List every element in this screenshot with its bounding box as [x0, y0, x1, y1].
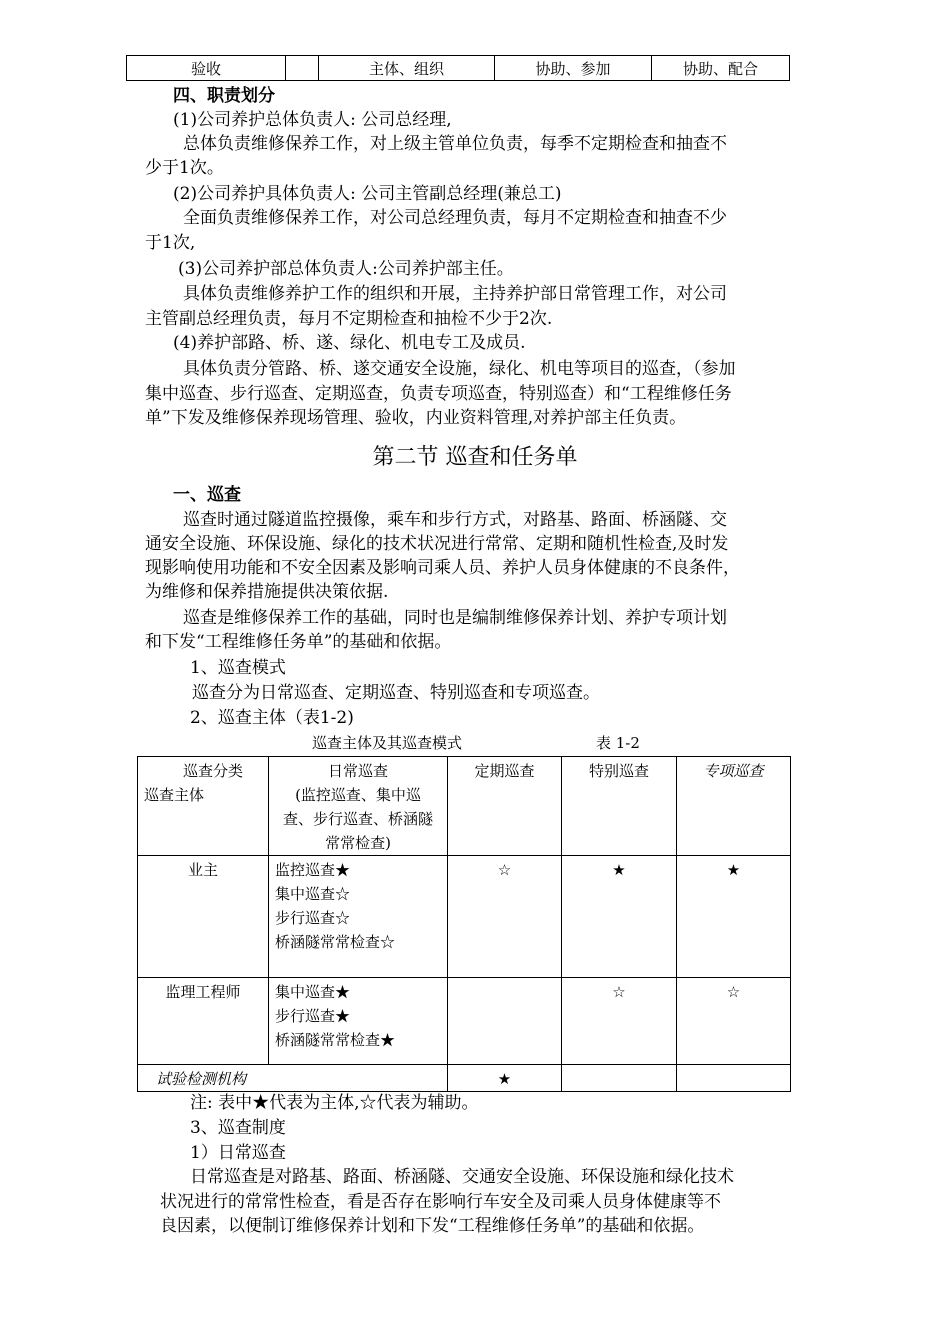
section-heading: 四、职责划分 [173, 86, 275, 106]
special-cell: ★ [562, 856, 677, 978]
table-row [138, 1065, 791, 1092]
header-daily-line: 日常巡查 [327, 762, 388, 780]
paragraph-line: 巡查分为日常巡查、定期巡查、特别巡查和专项巡查。 [192, 683, 600, 703]
paragraph-line: 1）日常巡查 [190, 1143, 286, 1163]
daily-item: 步行巡查☆ [275, 909, 351, 927]
table-number: 表 1-2 [596, 734, 640, 752]
subject-cell: 监理工程师 [138, 978, 269, 1065]
table-row [127, 56, 790, 81]
section-heading: 一、巡查 [173, 485, 241, 505]
paragraph-line: 2、巡查主体（表1-2) [190, 708, 354, 728]
daily-item: 桥涵隧常常检查★ [275, 1031, 396, 1049]
table-cell: 验收 [127, 56, 286, 81]
table-cell: 协助、参加 [495, 56, 652, 81]
header-daily-line: (监控巡查、集中巡 [295, 786, 421, 804]
periodic-cell: ★ [448, 1065, 562, 1092]
paragraph-line: 集中巡查、步行巡查、定期巡查，负责专项巡查，特别巡查）和“工程维修任务 [145, 384, 732, 404]
periodic-cell: ☆ [448, 856, 562, 978]
table-header-row [138, 757, 791, 856]
daily-item: 集中巡查★ [275, 983, 351, 1001]
header-cell-category [138, 757, 269, 856]
paragraph-line: 状况进行的常常性检查，看是否存在影响行车安全及司乘人员身体健康等不 [160, 1192, 721, 1212]
paragraph-line: (3)公司养护部总体负责人:公司养护部主任。 [178, 259, 514, 279]
paragraph-line: 和下发“工程维修任务单”的基础和依据。 [145, 632, 452, 652]
header-cell-project: 专项巡查 [677, 757, 791, 856]
header-cell-daily [269, 757, 448, 856]
daily-cell [269, 978, 448, 1065]
top-table-fragment [126, 55, 790, 81]
project-cell: ☆ [677, 978, 791, 1065]
special-cell: ☆ [562, 978, 677, 1065]
paragraph-line: 3、巡查制度 [190, 1118, 286, 1138]
paragraph-line: 于1次, [145, 233, 196, 253]
header-cell-periodic: 定期巡查 [448, 757, 562, 856]
header-daily-line: 查、步行巡查、桥涵隧 [282, 810, 433, 828]
table-cell: 协助、配合 [652, 56, 790, 81]
section-title: 第二节 巡查和任务单 [372, 445, 578, 470]
paragraph-line: 为维修和保养措施提供决策依据. [145, 582, 389, 602]
header-cell-special: 特别巡查 [562, 757, 677, 856]
subject-cell: 业主 [138, 856, 269, 978]
table-row [138, 978, 791, 1065]
paragraph-line: 主管副总经理负责，每月不定期检查和抽检不少于2次. [145, 309, 553, 329]
project-cell [677, 1065, 791, 1092]
daily-item: 监控巡查★ [275, 861, 351, 879]
paragraph-line: (2)公司养护具体负责人: 公司主管副总经理(兼总工) [173, 184, 562, 204]
daily-item: 步行巡查★ [275, 1007, 351, 1025]
table-row [138, 856, 791, 978]
paragraph-line: 具体负责分管路、桥、遂交通安全设施，绿化、机电等项目的巡查，（参加 [183, 359, 736, 379]
paragraph-line: 1、巡查模式 [190, 658, 286, 678]
paragraph-line: 日常巡查是对路基、路面、桥涵隧、交通安全设施、环保设施和绿化技术 [190, 1167, 734, 1187]
paragraph-line: (1)公司养护总体负责人: 公司总经理, [173, 110, 452, 130]
table-cell: 主体、组织 [319, 56, 495, 81]
header-daily-line: 常常检查) [325, 834, 391, 852]
paragraph-line: 巡查是维修保养工作的基础，同时也是编制维修保养计划、养护专项计划 [183, 608, 727, 628]
paragraph-line: 单”下发及维修保养现场管理、验收，内业资料管理,对养护部主任负责。 [145, 408, 687, 428]
special-cell [562, 1065, 677, 1092]
paragraph-line: 良因素，以便制订维修保养计划和下发“工程维修任务单”的基础和依据。 [160, 1216, 705, 1236]
project-cell: ★ [677, 856, 791, 978]
daily-cell [269, 856, 448, 978]
paragraph-line: 现影响使用功能和不安全因素及影响司乘人员、养护人员身体健康的不良条件， [145, 558, 740, 578]
paragraph-line: 全面负责维修保养工作，对公司总经理负责，每月不定期检查和抽查不少 [183, 208, 727, 228]
paragraph-line: (4)养护部路、桥、遂、绿化、机电专工及成员. [173, 333, 526, 353]
header-category-line: 巡查分类 [182, 762, 243, 780]
subject-cell: 试验检测机构 [138, 1065, 448, 1092]
paragraph-line: 巡查时通过隧道监控摄像，乘车和步行方式，对路基、路面、桥涵隧、交 [183, 510, 727, 530]
periodic-cell [448, 978, 562, 1065]
table-caption: 巡查主体及其巡查模式 [312, 734, 463, 752]
inspection-table [137, 756, 791, 1092]
header-subject-line: 巡查主体 [144, 786, 205, 804]
paragraph-line: 总体负责维修保养工作，对上级主管单位负责，每季不定期检查和抽查不 [183, 134, 727, 154]
daily-item: 桥涵隧常常检查☆ [275, 933, 396, 951]
table-cell [286, 56, 319, 81]
daily-item: 集中巡查☆ [275, 885, 351, 903]
table-note: 注: 表中★代表为主体,☆代表为辅助。 [190, 1093, 479, 1113]
paragraph-line: 具体负责维修养护工作的组织和开展，主持养护部日常管理工作，对公司 [183, 284, 727, 304]
paragraph-line: 通安全设施、环保设施、绿化的技术状况进行常常、定期和随机性检查,及时发 [145, 534, 729, 554]
paragraph-line: 少于1次。 [145, 158, 224, 178]
